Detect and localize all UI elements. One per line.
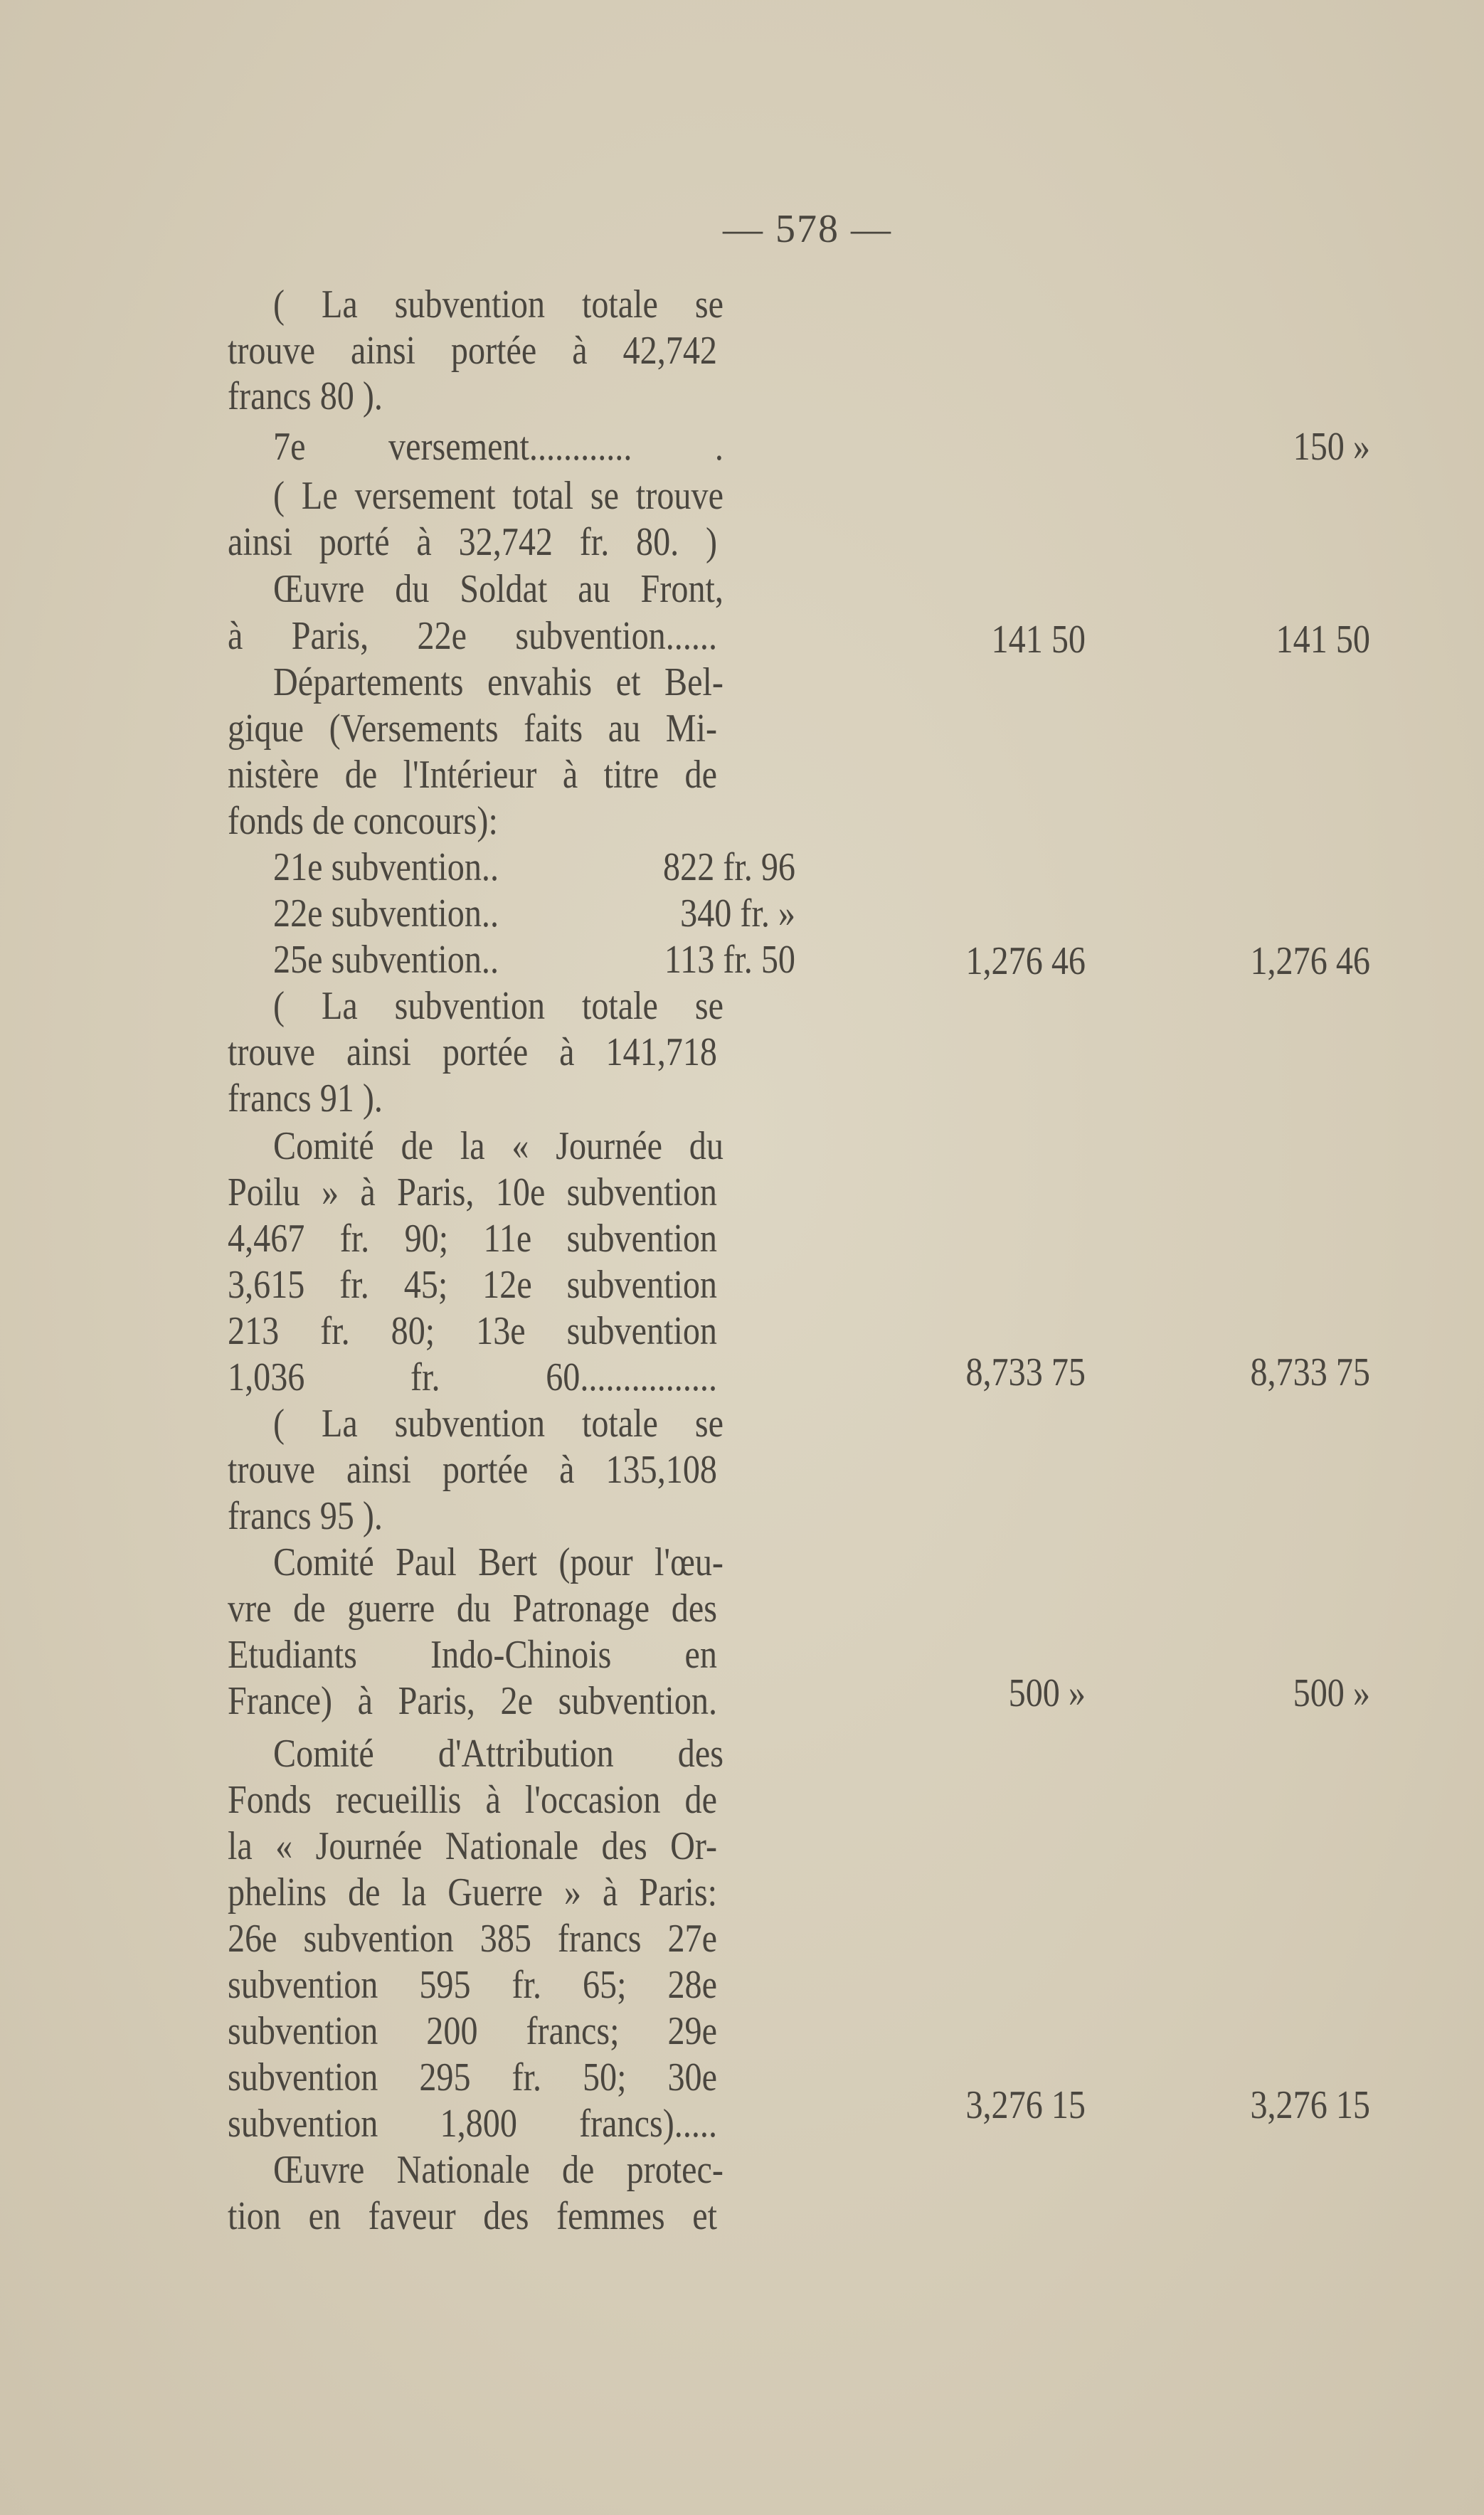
text-line: 22e subvention.. [273,891,499,936]
text-line: ( La subvention totale se [273,1402,724,1446]
text-line: Comité d'Attribution des [273,1732,724,1776]
text-line: vre de guerre du Patronage des [228,1587,717,1631]
text-line: nistère de l'Intérieur à titre de [228,753,717,797]
text-line: subvention 200 francs; 29e [228,2009,717,2053]
amount-partial: 500 » [1008,1671,1086,1715]
page-number: — 578 — [723,207,892,251]
text-line: subvention 1,800 francs)..... [228,2102,717,2146]
text-line: 26e subvention 385 francs 27e [228,1917,717,1961]
text-line: Comité de la « Journée du [273,1124,724,1168]
text-line: subvention 595 fr. 65; 28e [228,1963,717,2007]
amount-partial: 141 50 [991,618,1086,662]
amount-total: 150 » [1293,425,1370,469]
text-line: 4,467 fr. 90; 11e subvention [228,1217,717,1261]
text-line: francs 91 ). [228,1076,383,1121]
text-line: à Paris, 22e subvention...... [228,614,717,658]
text-line: ( La subvention totale se [273,282,724,327]
text-line: trouve ainsi portée à 141,718 [228,1030,717,1074]
text-line: fonds de concours): [228,799,498,843]
amount-total: 3,276 15 [1250,2083,1370,2127]
text-line: trouve ainsi portée à 135,108 [228,1448,717,1492]
text-line: tion en faveur des femmes et [228,2194,717,2238]
text-line: ( Le versement total se trouve [273,474,724,518]
text-line: gique (Versements faits au Mi- [228,706,717,751]
text-line: la « Journée Nationale des Or- [228,1824,717,1868]
amount-total: 141 50 [1276,618,1370,662]
text-line: subvention 295 fr. 50; 30e [228,2055,717,2100]
text-line: Poilu » à Paris, 10e subvention [228,1170,717,1214]
text-line: 21e subvention.. [273,845,499,889]
amount-partial: 1,276 46 [965,939,1086,983]
text-line: 25e subvention.. [273,938,499,982]
text-line: 1,036 fr. 60................ [228,1355,717,1399]
amount-total: 500 » [1293,1671,1370,1715]
text-line: Etudiants Indo-Chinois en [228,1633,717,1677]
text-line: 3,615 fr. 45; 12e subvention [228,1263,717,1307]
text-line: Œuvre du Soldat au Front, [273,567,724,611]
text-line: phelins de la Guerre » à Paris: [228,1870,717,1915]
text-line: Œuvre Nationale de protec- [273,2148,724,2192]
text-line: Comité Paul Bert (pour l'œu- [273,1540,724,1584]
amount-partial: 3,276 15 [965,2083,1086,2127]
text-line: France) à Paris, 2e subvention. [228,1679,717,1723]
text-line: francs 80 ). [228,374,383,418]
text-line: ( La subvention totale se [273,984,724,1028]
sub-amount: 822 fr. 96 [663,845,795,889]
text-line: trouve ainsi portée à 42,742 [228,329,717,373]
text-line: francs 95 ). [228,1494,383,1538]
amount-total: 1,276 46 [1250,939,1370,983]
text-line: Fonds recueillis à l'occasion de [228,1778,717,1822]
sub-amount: 113 fr. 50 [664,938,795,982]
amount-partial: 8,733 75 [965,1350,1086,1394]
text-line: 7e versement............ . [273,425,724,469]
sub-amount: 340 fr. » [680,891,795,936]
amount-total: 8,733 75 [1250,1350,1370,1394]
text-line: 213 fr. 80; 13e subvention [228,1309,717,1353]
text-line: ainsi porté à 32,742 fr. 80. ) [228,520,717,564]
text-line: Départements envahis et Bel- [273,660,724,704]
